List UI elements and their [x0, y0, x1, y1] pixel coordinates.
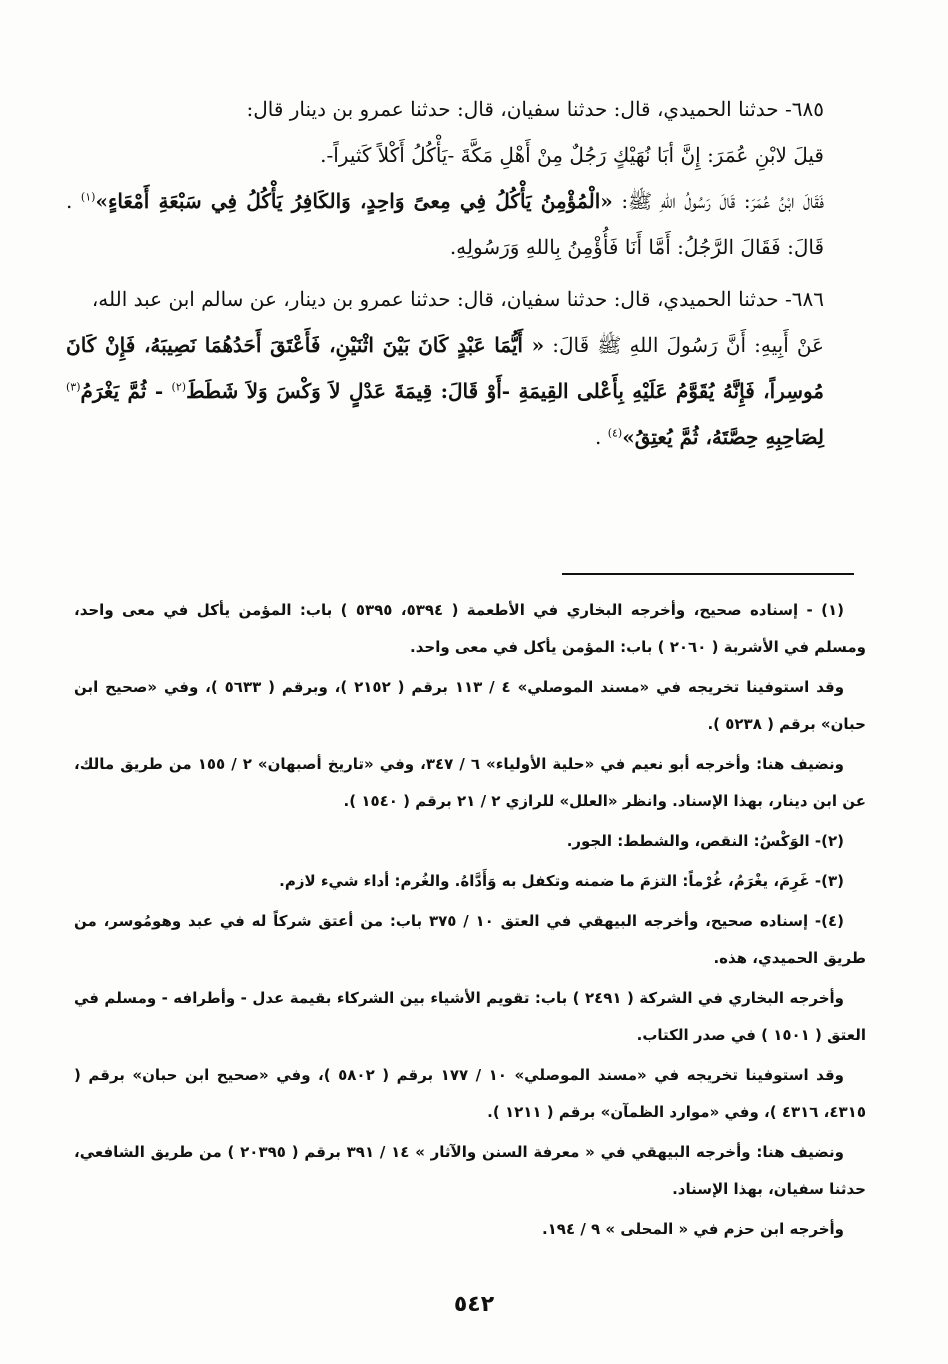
footnote-1-a: (١) - إسناده صحيح، وأخرجه البخاري في الأطعمة ( ٥٣٩٤، ٥٣٩٥ ) باب: المؤمن يأكل في معى واحد، ومسلم في الأشربة ( ٢٠٦٠ ) باب: المؤمن يأكل في معى واحد.: [74, 601, 866, 656]
footnote-4-d: ونضيف هنا: وأخرجه البيهقي في « معرفة السنن والآثار » ١٤ / ٣٩١ برقم ( ٢٠٣٩٥ ) من طريق الشافعي، حدثنا سفيان، بهذا الإسناد.: [74, 1143, 866, 1198]
hadith-685-line-2-pre: فَقَالَ ابْنُ عُمَرَ: قَالَ رَسُولُ اللهِ ﷺ:: [612, 189, 824, 213]
footnote-1-b: وقد استوفينا تخريجه في «مسند الموصلي» ٤ / ١١٣ برقم ( ٢١٥٢ )، وبرقم ( ٥٦٣٣ )، وفي «صحيح ابن حبان» برقم ( ٥٢٣٨ ).: [74, 678, 866, 733]
footnote-ref-3[interactable]: (٣): [66, 380, 81, 394]
hadith-686-pre: عَنْ أَبِيهِ: أَنَّ رَسُولَ اللهِ ﷺ قَالَ:: [544, 333, 824, 357]
page-number: ٥٤٢: [453, 1292, 495, 1317]
footnote-4-b: وأخرجه البخاري في الشركة ( ٢٤٩١ ) باب: تقويم الأشياء بين الشركاء بقيمة عدل - وأطرافه - ومسلم في العتق ( ١٥٠١ ) في صدر الكتاب.: [74, 989, 866, 1044]
footnote-3: (٣)- غَرِمَ، يغْرَمُ، غُرْماً: التزمَ ما ضمنه وتكفل به وَأَدَّاهُ. والغُرم: أداء شيء لازم.: [279, 872, 844, 890]
hadith-685-line-2-post: . قَالَ: فَقَالَ الرَّجُلُ: أَمَّا أَنَا فَأُؤْمِنُ بِاللهِ وَرَسُولِهِ.: [66, 189, 824, 259]
main-text: [66, 86, 824, 466]
hadith-685: [66, 86, 824, 270]
hadith-686: [66, 276, 824, 460]
hadith-685-line-1: قيلَ لابْنِ عُمَرَ: إِنَّ أبَا نُهَيْكٍ رَجُلٌ مِنْ أَهْلِ مَكَّةَ -يَأْكُلُ أَكْلاً كَثيراً-.: [320, 143, 824, 167]
footnote-separator: [562, 573, 854, 575]
hadith-686-quote-c: لِصَاحِبِهِ حِصَّتَهُ، ثُمَّ يُعتِقُ»: [622, 425, 824, 449]
hadith-685-quote: «الْمُؤْمِنُ يَأْكُلُ فِي مِعىً وَاحِدٍ، وَالكَافِرُ يَأْكُلُ فِي سَبْعَةِ أَمْعَاءٍ»: [95, 189, 613, 213]
footnote-4-a: (٤)- إسناده صحيح، وأخرجه البيهقي في العتق ١٠ / ٣٧٥ باب: من أعتق شركاً له في عبد وهومُوسر، من طريق الحميدي، هذه.: [74, 912, 866, 967]
footnote-ref-1[interactable]: (١): [80, 190, 96, 204]
hadith-686-quote-b: - ثُمَّ يَغْرَمُ: [80, 379, 172, 403]
hadith-686-quote-a: « أَيُّمَا عَبْدٍ كَانَ بَيْنَ اثْنَيْنِ، فَأَعْتَقَ أَحَدُهُمَا نَصِيبَهُ، فَإِنْ كَانَ مُوسِراً، فَإِنَّهُ يُقَوَّمُ عَلَيْهِ بِأَعْلى القِيمَةِ -أَوْ قَالَ: قِيمَةَ عَدْلٍ لاَ وَكْسَ وَلاَ شَطَطَ: [66, 333, 825, 403]
footnote-4-c: وقد استوفينا تخريجه في «مسند الموصلي» ١٠ / ١٧٧ برقم ( ٥٨٠٢ )، وفي «صحيح ابن حبان» برقم ( ٤٣١٥، ٤٣١٦ )، وفي «موارد الظمآن» برقم ( ١٢١١ ).: [74, 1066, 866, 1121]
hadith-685-isnad: ٦٨٥- حدثنا الحميدي، قال: حدثنا سفيان، قال: حدثنا عمرو بن دينار قال:: [246, 97, 824, 121]
hadith-686-end: .: [594, 425, 608, 449]
footnote-4-e: وأخرجه ابن حزم في « المحلى » ٩ / ١٩٤.: [541, 1220, 844, 1238]
footnote-1-c: ونضيف هنا: وأخرجه أبو نعيم في «حلية الأولياء» ٦ / ٣٤٧، وفي «تاريخ أصبهان» ٢ / ١٥٥ من طريق مالك، عن ابن دينار، بهذا الإسناد. وانظر «العلل» للرازي ٢ / ٢١ برقم ( ١٥٤٠ ).: [74, 755, 866, 810]
footnote-ref-4[interactable]: (٤): [607, 426, 623, 440]
hadith-686-isnad: ٦٨٦- حدثنا الحميدي، قال: حدثنا سفيان، قال: حدثنا عمرو بن دينار، عن سالم ابن عبد الله،: [91, 287, 824, 311]
footnote-2: (٢)- الوَكْسُ: النقص، والشطط: الجور.: [566, 832, 844, 850]
footnote-ref-2[interactable]: (٢): [171, 380, 187, 394]
footnotes: [74, 592, 866, 1251]
